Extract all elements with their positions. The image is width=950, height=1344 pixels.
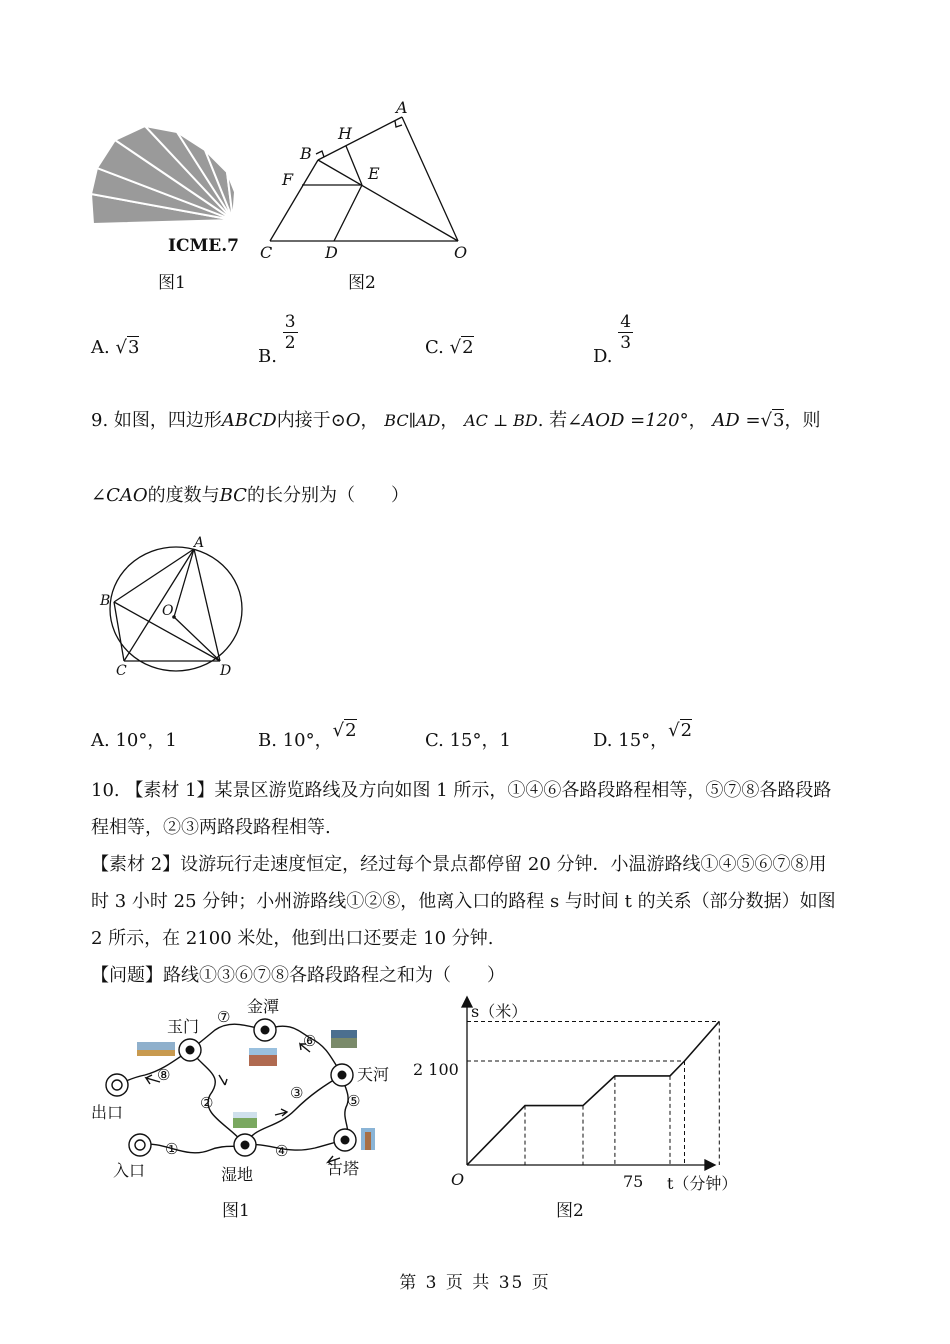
place-chukou: 出口 — [91, 1103, 124, 1122]
option-letter: C. — [425, 337, 444, 358]
y-axis-label: s（米） — [471, 1002, 528, 1021]
q10-line: 时 3 小时 25 分钟；小州游路线①②⑧，他离入口的路程 s 与时间 t 的关系（部分数据）如图 — [91, 891, 836, 912]
q10-text — [91, 772, 861, 994]
q9-option-d[interactable]: D. 15°，√2 — [593, 720, 693, 751]
segment-HE — [346, 146, 362, 185]
place-yumen: 玉门 — [167, 1017, 200, 1036]
sqrt-expression: √3 — [115, 337, 140, 358]
fig1-caption: 图1 — [158, 273, 186, 293]
segment-label: ⑧ — [157, 1066, 171, 1084]
q9-option-c[interactable]: C. 15°，1 — [425, 730, 511, 751]
label-F: F — [282, 170, 294, 189]
q8-option-b[interactable] — [258, 312, 298, 367]
segment-CB — [270, 160, 318, 241]
q9-option-a[interactable]: A. 10°，1 — [91, 730, 177, 751]
label-O: O — [162, 603, 174, 619]
option-letter: D. — [593, 345, 613, 367]
option-letter: A. — [91, 337, 110, 358]
fraction: $\frac{3}{2}$ — [284, 312, 296, 353]
circle-quadrilateral-figure — [98, 535, 248, 680]
icme-fan-figure — [85, 120, 245, 230]
segment-label: ② — [200, 1094, 214, 1112]
q10-line: 程相等，②③两路段路程相等. — [91, 817, 331, 838]
page-footer: 第 3 页 共 35 页 — [399, 1273, 551, 1293]
fig2-caption: 图2 — [348, 273, 376, 293]
label-H: H — [338, 124, 352, 143]
place-jintan: 金潭 — [247, 997, 280, 1016]
segment-label: ⑤ — [347, 1092, 361, 1110]
distance-time-graph — [405, 995, 750, 1195]
label-O: O — [454, 243, 468, 262]
segment-AO — [402, 117, 458, 241]
place-shidi: 湿地 — [221, 1165, 254, 1184]
q9-stem-line2: ∠CAO的度数与BC的长分别为（ ） — [91, 485, 409, 506]
q9-option-b[interactable]: B. 10°，√2 — [258, 720, 357, 751]
place-rukou: 入口 — [113, 1161, 146, 1180]
route-map-figure — [85, 990, 405, 1190]
label-A: A — [396, 98, 408, 117]
q10-line: 【问题】路线①③⑥⑦⑧各路段路程之和为（ ） — [91, 965, 505, 986]
q8-option-a[interactable] — [91, 336, 139, 360]
graph-fig-caption: 图2 — [556, 1201, 584, 1221]
segment-label: ⑥ — [303, 1032, 317, 1050]
origin-label: O — [451, 1170, 465, 1189]
segment-BO — [318, 160, 458, 241]
x-tick-75: 75 — [623, 1172, 644, 1191]
q10-line: 【素材 2】设游玩行走速度恒定，经过每个景点都停留 20 分钟．小温游路线①④⑤⑥⑦⑧用 — [91, 854, 827, 875]
label-A: A — [194, 535, 205, 551]
q10-line: 2 所示，在 2100 米处，他到出口还要走 10 分钟. — [91, 928, 494, 949]
label-D: D — [325, 243, 338, 262]
label-B: B — [100, 593, 111, 609]
q8-option-d[interactable] — [593, 312, 633, 367]
label-B: B — [300, 144, 312, 163]
segment-label: ① — [165, 1140, 179, 1158]
label-C: C — [116, 663, 127, 679]
option-letter: B. — [258, 345, 277, 367]
chart-series-line — [467, 1021, 719, 1165]
fraction: $\frac{4}{3}$ — [620, 312, 632, 353]
label-C: C — [260, 243, 273, 262]
y-tick-2100: 2 100 — [413, 1060, 459, 1079]
segment-label: ③ — [290, 1084, 304, 1102]
icme-brand: ICME.7 — [168, 236, 240, 256]
place-guta: 古塔 — [327, 1159, 360, 1178]
place-tianhe: 天河 — [357, 1065, 390, 1084]
label-E: E — [368, 164, 380, 183]
q8-option-c[interactable] — [425, 336, 474, 360]
segment-BA — [318, 117, 402, 160]
x-axis-label: t（分钟） — [667, 1174, 738, 1193]
segment-DE — [334, 185, 362, 241]
map-fig-caption: 图1 — [222, 1201, 250, 1221]
sqrt-expression: √2 — [449, 337, 474, 358]
q9-stem-line1: 9. 如图，四边形ABCD内接于⊙O， BC∥AD， AC ⊥ BD. 若∠AOD =120°， AD =√3，则 — [91, 410, 821, 431]
label-D: D — [220, 663, 232, 679]
segment-label: ⑦ — [217, 1008, 231, 1026]
triangle-figure — [250, 95, 480, 265]
segment-label: ④ — [275, 1142, 289, 1160]
q10-line: 10. 【素材 1】某景区游览路线及方向如图 1 所示，①④⑥各路段路程相等，⑤⑦⑧各路段路 — [91, 780, 832, 801]
